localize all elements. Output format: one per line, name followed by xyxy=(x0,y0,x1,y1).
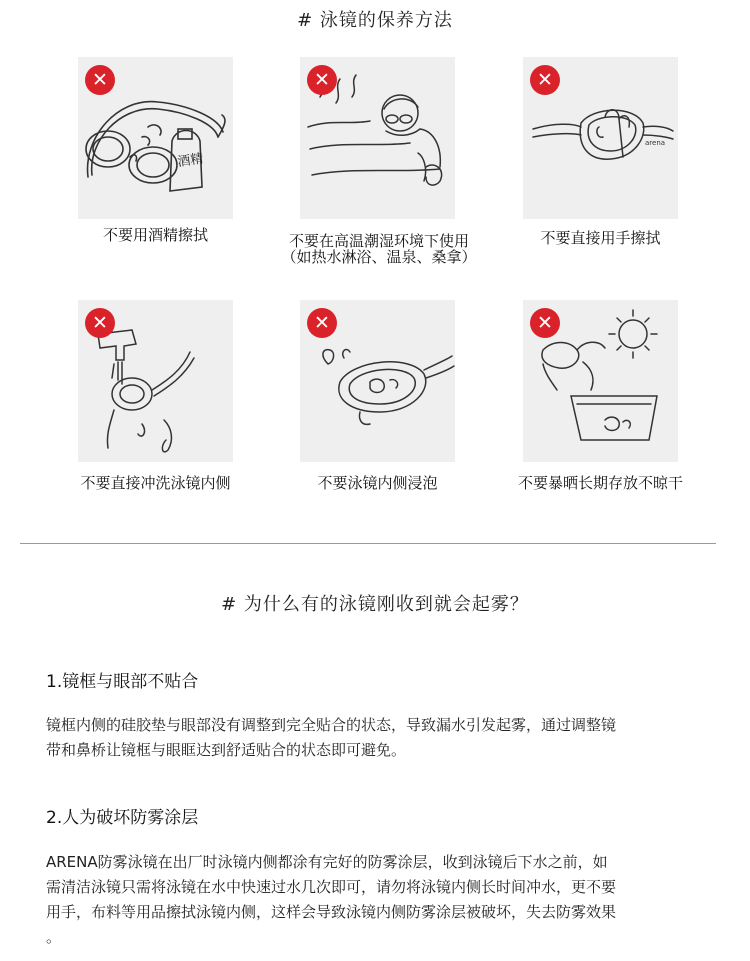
card-no-hand xyxy=(523,57,678,219)
caption-no-soak: 不要泳镜内侧浸泡 xyxy=(317,474,438,492)
x-icon: ✕ xyxy=(530,65,560,95)
x-icon: ✕ xyxy=(85,65,115,95)
caption-no-alcohol: 不要用酒精擦拭 xyxy=(102,226,208,244)
point-1-line-1: 镜框内侧的硅胶垫与眼部没有调整到完全贴合的状态，导致漏水引发起雾，通过调整镜 xyxy=(46,716,617,734)
caption-no-sun: 不要暴晒长期存放不晾干 xyxy=(517,474,683,492)
point-2-heading: 2.人为破坏防雾涂层 xyxy=(46,808,199,828)
caption-no-hand: 不要直接用手擦拭 xyxy=(540,229,661,247)
section-title-fog: # 为什么有的泳镜刚收到就会起雾？ xyxy=(221,594,529,615)
x-icon: ✕ xyxy=(307,65,337,95)
x-icon: ✕ xyxy=(307,308,337,338)
x-icon: ✕ xyxy=(85,308,115,338)
card-no-heat xyxy=(300,57,455,219)
bottle-label: 酒精 xyxy=(176,151,205,171)
point-2-line-2: 需清洁泳镜只需将泳镜在水中快速过水几次即可，请勿将泳镜内侧长时间冲水，更不要 xyxy=(46,878,617,896)
card-no-alcohol xyxy=(78,57,233,219)
goggle-brand-mark: arena xyxy=(645,139,666,147)
card-no-sun xyxy=(523,300,678,462)
point-1-body xyxy=(46,713,712,763)
caption-no-heat: 不要在高温潮湿环境下使用 xyxy=(288,232,469,250)
point-1-heading: 1.镜框与眼部不贴合 xyxy=(46,672,199,692)
x-icon: ✕ xyxy=(530,308,560,338)
point-2-line-3: 用手，布料等用品擦拭泳镜内侧，这样会导致泳镜内侧防雾涂层被破坏，失去防雾效果 xyxy=(46,903,617,921)
caption-no-heat-note: （如热水淋浴、温泉、桑拿） xyxy=(281,248,477,266)
point-2-line-1: ARENA防雾泳镜在出厂时泳镜内侧都涂有完好的防雾涂层，收到泳镜后下水之前，如 xyxy=(46,853,608,871)
point-2-line-4: 。 xyxy=(46,928,62,946)
section-divider xyxy=(20,543,716,544)
point-1-line-2: 带和鼻桥让镜框与眼眶达到舒适贴合的状态即可避免。 xyxy=(46,741,407,759)
card-no-soak xyxy=(300,300,455,462)
card-no-rinse xyxy=(78,300,233,462)
point-2-body xyxy=(46,850,712,950)
section-title-care: # 泳镜的保养方法 xyxy=(297,10,453,31)
caption-no-rinse: 不要直接冲洗泳镜内侧 xyxy=(80,474,231,492)
